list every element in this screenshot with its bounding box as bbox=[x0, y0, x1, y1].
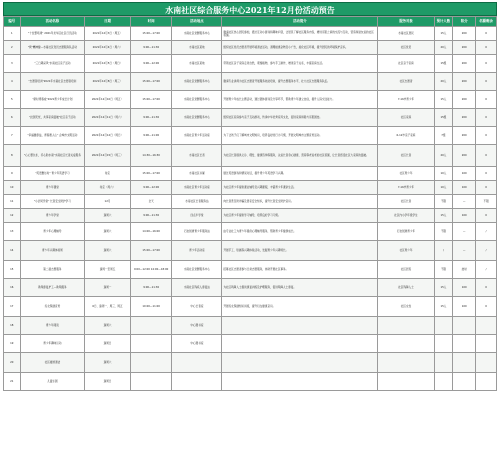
cell-name: "心心整乐乐，乔心助水南"水南社区长者关爱服务 bbox=[20, 145, 84, 167]
table-row bbox=[4, 335, 497, 353]
cell-target bbox=[378, 373, 434, 391]
cell-name: "十位整场速" 2021年龙华区社区行员活动 bbox=[20, 27, 84, 41]
cell-date: 待定 bbox=[85, 167, 131, 181]
cell-target bbox=[378, 353, 434, 373]
cell-people bbox=[434, 335, 453, 353]
cell-date: 逢周日 bbox=[85, 373, 131, 391]
cell-left bbox=[476, 335, 497, 353]
col-target-header: 服务对象 bbox=[378, 17, 434, 27]
cell-name: "小会同学堂" 长者安全防护学习 bbox=[20, 195, 84, 209]
cell-left bbox=[476, 373, 497, 391]
cell-time bbox=[130, 373, 172, 391]
cell-left: 0 bbox=[476, 209, 497, 223]
table-row bbox=[4, 73, 497, 91]
cell-date: 逢周日 bbox=[85, 335, 131, 353]
table-row bbox=[4, 209, 497, 223]
cell-points: 按时 bbox=[453, 261, 476, 279]
cell-date: 逢周六 bbox=[85, 209, 131, 223]
cell-name: 青少年趣味运动 bbox=[20, 335, 84, 353]
table-row bbox=[4, 373, 497, 391]
cell-place: 青少年活动室 bbox=[172, 241, 222, 261]
cell-name: "缤"精神健—水南社区党员志愿服务队活动 bbox=[20, 41, 84, 55]
cell-place: 水南社区党群服务中心 bbox=[172, 27, 222, 41]
cell-no: 3 bbox=[4, 55, 21, 73]
cell-place: 水南社区党群服务中心 bbox=[172, 109, 222, 127]
table-row bbox=[4, 261, 497, 279]
cell-intro: 为社区青少年提供课业辅导及兴趣课程，丰富青少年课余生活。 bbox=[222, 181, 378, 195]
cell-no: 15 bbox=[4, 261, 21, 279]
cell-name: 儿童乐园 bbox=[20, 373, 84, 391]
cell-target bbox=[378, 335, 434, 353]
cell-left: 0 bbox=[476, 181, 497, 195]
cell-people: 15人 bbox=[434, 91, 453, 109]
cell-target: 社区青少年 bbox=[378, 167, 434, 181]
col-time-header: 时间 bbox=[130, 17, 172, 27]
col-name-header: 活动名称 bbox=[20, 17, 84, 27]
cell-intro: 组织社区家庭参与亲子互动游戏，传承中华优秀家风文化，促进家庭和睦与邻里团结。 bbox=[222, 109, 378, 127]
cell-left: 0 bbox=[476, 109, 497, 127]
cell-time: 全天 bbox=[130, 195, 172, 209]
cell-no: 18 bbox=[4, 317, 21, 335]
cell-left: 0 bbox=[476, 73, 497, 91]
cell-no: 8 bbox=[4, 145, 21, 167]
table-row bbox=[4, 241, 497, 261]
cell-target: 社区居民 bbox=[378, 261, 434, 279]
cell-left: 0 bbox=[476, 145, 497, 167]
cell-intro: 邀请专业讲师为社区志愿者开展服务技能培训，提升志愿服务水平，壮大社区志愿服务队伍。 bbox=[222, 73, 378, 91]
cell-intro: 组织社区党员志愿者开展环境清洁活动，清理楼道杂物及小广告，美化社区环境，提升居民的环境保护意识。 bbox=[222, 41, 378, 55]
table-row bbox=[4, 317, 497, 335]
cell-place: 水南社区书屋 bbox=[172, 167, 222, 181]
cell-target: 社区志愿者 bbox=[378, 73, 434, 91]
cell-points: 100 bbox=[453, 181, 476, 195]
table-row bbox=[4, 55, 497, 73]
col-intro-header: 活动简介 bbox=[222, 17, 378, 27]
cell-people: 15人 bbox=[434, 27, 453, 41]
table-row bbox=[4, 353, 497, 373]
cell-place: 石岩街道青少年服务站 bbox=[172, 223, 222, 241]
cell-target: 社区女性 bbox=[378, 297, 434, 317]
table-row bbox=[4, 279, 497, 297]
cell-target: 石岩街道青少年 bbox=[378, 223, 434, 241]
cell-name: 青少年心理辅导 bbox=[20, 223, 84, 241]
cell-no: 17 bbox=[4, 297, 21, 317]
table-row bbox=[4, 91, 497, 109]
cell-points: 100 bbox=[453, 297, 476, 317]
cell-date: 2021年12月8日（周三） bbox=[85, 73, 131, 91]
cell-points: 200 bbox=[453, 91, 476, 109]
cell-time bbox=[130, 335, 172, 353]
cell-time: 15:00—17:00 bbox=[130, 91, 172, 109]
cell-time: 9:00—11:30 bbox=[130, 279, 172, 297]
cell-date: 待定（周六） bbox=[85, 181, 131, 195]
cell-points bbox=[453, 335, 476, 353]
cell-date: 6日、逢周一、周三、周五 bbox=[85, 297, 131, 317]
cell-left: 0 bbox=[476, 167, 497, 181]
cell-name: "三日趣采风"水南社区亲子活动 bbox=[20, 55, 84, 73]
cell-place bbox=[172, 353, 222, 373]
cell-intro bbox=[222, 317, 378, 335]
cell-people: 20人 bbox=[434, 145, 453, 167]
cell-points: 200 bbox=[453, 41, 476, 55]
cell-target: 7-16岁青少年 bbox=[378, 91, 434, 109]
cell-no: 19 bbox=[4, 335, 21, 353]
cell-date: 2021年12月3日（周五） bbox=[85, 27, 131, 41]
table-row bbox=[4, 27, 497, 41]
header-row bbox=[4, 17, 497, 27]
table-row bbox=[4, 109, 497, 127]
cell-no: 13 bbox=[4, 223, 21, 241]
cell-no: 10 bbox=[4, 181, 21, 195]
col-people-header: 预计人数 bbox=[434, 17, 453, 27]
cell-date: 2021年12月5日（周日） bbox=[85, 55, 131, 73]
cell-left: 0 bbox=[476, 41, 497, 55]
cell-left: 不限 bbox=[476, 195, 497, 209]
cell-name: 社区楼道清洁 bbox=[20, 353, 84, 373]
cell-points: 100 bbox=[453, 209, 476, 223]
cell-people bbox=[434, 353, 453, 373]
cell-place: 水南社区某地 bbox=[172, 41, 222, 55]
cell-no: 11 bbox=[4, 195, 21, 209]
cell-name: 青少年阅读 bbox=[20, 317, 84, 335]
cell-date: 2021年12月10日（周五） bbox=[85, 91, 131, 109]
cell-intro bbox=[222, 353, 378, 373]
cell-place: 水南社区长者 bbox=[172, 145, 222, 167]
cell-no: 9 bbox=[4, 167, 21, 181]
cell-place: 中心长者室 bbox=[172, 297, 222, 317]
col-place-header: 活动地点 bbox=[172, 17, 222, 27]
cell-people: 7组 bbox=[434, 127, 453, 145]
cell-time: 9:00—12:00 bbox=[130, 55, 172, 73]
cell-people: 15组 bbox=[434, 55, 453, 73]
cell-intro: 向长者普及防诈骗及居家安全知识，提升长者安全防护意识。 bbox=[222, 195, 378, 209]
cell-date: 逢周六 bbox=[85, 353, 131, 373]
cell-time: 9:00—11:30 bbox=[130, 109, 172, 127]
cell-points bbox=[453, 373, 476, 391]
cell-date: 2021年12月12日（周日） bbox=[85, 127, 131, 145]
cell-target bbox=[378, 317, 434, 335]
cell-people: 不限 bbox=[434, 223, 453, 241]
table-row bbox=[4, 181, 497, 195]
table-row bbox=[4, 195, 497, 209]
cell-time: 9:00—11:30 bbox=[130, 41, 172, 55]
cell-left: / bbox=[476, 241, 497, 261]
cell-time: 15:00—17:00 bbox=[130, 73, 172, 91]
cell-time: 15:00—17:00 bbox=[130, 241, 172, 261]
cell-left: 0 bbox=[476, 127, 497, 145]
cell-date: 2021年12月15日（周三） bbox=[85, 145, 131, 167]
cell-time: 14:00—16:00 bbox=[130, 223, 172, 241]
cell-target: 社区亲子家庭 bbox=[378, 55, 434, 73]
cell-people: 15人 bbox=[434, 209, 453, 223]
cell-time: 9:00—11:30 bbox=[130, 209, 172, 223]
cell-no: 1 bbox=[4, 27, 21, 41]
cell-people: 不限 bbox=[434, 261, 453, 279]
page-title: 水南社区综合服务中心2021年12月份活动预告 bbox=[3, 2, 497, 16]
cell-people: / bbox=[434, 241, 453, 261]
cell-intro: 开展青少年成长主题活动，通过团体游戏及分享环节，帮助青少年建立自信，提升人际交往能力。 bbox=[222, 91, 378, 109]
cell-left: / bbox=[476, 223, 497, 241]
cell-target: 社区长者 bbox=[378, 145, 434, 167]
cell-date: 2021年12月4日（周六） bbox=[85, 41, 131, 55]
cell-name: "志愿者培训"2021年水南社区志愿者培训 bbox=[20, 73, 84, 91]
cell-intro bbox=[222, 335, 378, 353]
cell-people: 20人 bbox=[434, 41, 453, 55]
cell-points: 200 bbox=[453, 55, 476, 73]
cell-points: — bbox=[453, 223, 476, 241]
cell-people bbox=[434, 317, 453, 335]
cell-people: 不限 bbox=[434, 195, 453, 209]
cell-no: 6 bbox=[4, 109, 21, 127]
cell-place: 水南社区党群服务中心 bbox=[172, 261, 222, 279]
col-left-header: 名额剩余 bbox=[476, 17, 497, 27]
cell-intro: 招募社区志愿者参与日常志愿服务，协助开展社区事务。 bbox=[222, 261, 378, 279]
cell-intro: 为社区长者提供义诊、理发、健康咨询等服务，关爱长者身心健康，营造尊老爱老的社区氛围，让长者感受社区大家庭的温暖。 bbox=[222, 145, 378, 167]
cell-no: 4 bbox=[4, 73, 21, 91]
cell-time bbox=[130, 353, 172, 373]
cell-target: 社区党员 bbox=[378, 41, 434, 55]
cell-intro: 由专业社工为青少年提供心理辅导服务，帮助青少年健康成长。 bbox=[222, 223, 378, 241]
cell-time: 15:00—17:00 bbox=[130, 27, 172, 41]
cell-time: 9:00—11:00 bbox=[130, 127, 172, 145]
cell-name: 青少年课堂 bbox=[20, 181, 84, 195]
table-row bbox=[4, 297, 497, 317]
cell-no: 5 bbox=[4, 91, 21, 109]
cell-target: 7-16岁青少年 bbox=[378, 181, 434, 195]
cell-place: 中心图书室 bbox=[172, 335, 222, 353]
cell-people: 10人 bbox=[434, 167, 453, 181]
cell-date: 逢周六 bbox=[85, 241, 131, 261]
cell-name: "新时青春成"2021青少年成长计划 bbox=[20, 91, 84, 109]
cell-no: 2 bbox=[4, 41, 21, 55]
cell-left: 0 bbox=[476, 279, 497, 297]
col-date-header: 日期 bbox=[85, 17, 131, 27]
cell-date: 2021年12月11日（周六） bbox=[85, 109, 131, 127]
cell-name: 青少年学堂 bbox=[20, 209, 84, 223]
table-row bbox=[4, 127, 497, 145]
cell-place: 水南社区青少年活动室 bbox=[172, 181, 222, 195]
cell-date: 逢周一至周五 bbox=[85, 261, 131, 279]
cell-name: "拉国无忧，共享家庭温暖"社区亲子活动 bbox=[20, 109, 84, 127]
cell-intro: 为社区残障人士提供康复训练及护理服务，促进残障人士康复。 bbox=[222, 279, 378, 297]
cell-time: 10:00—11:00 bbox=[130, 297, 172, 317]
cell-points: 200 bbox=[453, 73, 476, 91]
cell-place: 水南社区某地 bbox=[172, 55, 222, 73]
cell-intro: 开展妇女保健知识讲座，提升妇女健康意识。 bbox=[222, 297, 378, 317]
cell-people: 20人 bbox=[434, 73, 453, 91]
cell-target: 社区家庭 bbox=[378, 109, 434, 127]
cell-name: "幸福健康益，青春惠人心" 企城市文明活动 bbox=[20, 127, 84, 145]
cell-intro: 通过英语游戏和情景对话，提升青少年英语学习兴趣。 bbox=[222, 167, 378, 181]
cell-date: 12月 bbox=[85, 195, 131, 209]
cell-intro bbox=[222, 373, 378, 391]
cell-left: 0 bbox=[476, 55, 497, 73]
cell-place: 水南社区残疾人康复站 bbox=[172, 279, 222, 297]
cell-place: 水南社区长者服务站 bbox=[172, 195, 222, 209]
table-row bbox=[4, 167, 497, 181]
table-row bbox=[4, 41, 497, 55]
cell-time: 9:00—12:00 14:00—18:00 bbox=[130, 261, 172, 279]
cell-place bbox=[172, 373, 222, 391]
cell-intro: 为了让孩子们了解城市文明知识，培养良好的行为习惯，开展文明城市主题宣传活动。 bbox=[222, 127, 378, 145]
cell-intro: 开展手工、绘画等兴趣体验活动，发掘青少年兴趣特长。 bbox=[222, 241, 378, 261]
cell-target: 社区青少年 bbox=[378, 241, 434, 261]
col-no-header: 编号 bbox=[4, 17, 21, 27]
cell-people bbox=[434, 373, 453, 391]
cell-intro: 带领社区亲子家庭走进自然，观察植物，参与手工制作，增进亲子关系，丰富家庭生活。 bbox=[222, 55, 378, 73]
cell-people: 15人 bbox=[434, 297, 453, 317]
cell-date: 逢周一 bbox=[85, 279, 131, 297]
cell-intro: 邀请社区热心居民参加，通过互动小游戏和趣味问答，让居民了解社区服务内容，增进邻里之间的交流与互动，营造和谐友爱的社区氛围。 bbox=[222, 27, 378, 41]
cell-left: 0 bbox=[476, 297, 497, 317]
activity-schedule-table bbox=[3, 16, 497, 391]
cell-time bbox=[130, 317, 172, 335]
cell-name: "英语聚乐时" 青少年英语学习 bbox=[20, 167, 84, 181]
table-row bbox=[4, 223, 497, 241]
cell-date: 逢周六 bbox=[85, 223, 131, 241]
cell-no: 7 bbox=[4, 127, 21, 145]
cell-target: 社区残障人士 bbox=[378, 279, 434, 297]
cell-name: 助残康复护工—助残服务 bbox=[20, 279, 84, 297]
cell-points: 200 bbox=[453, 109, 476, 127]
col-points-header: 积分 bbox=[453, 17, 476, 27]
cell-no: 21 bbox=[4, 373, 21, 391]
cell-target: 6-12岁亲子家庭 bbox=[378, 127, 434, 145]
cell-no: 16 bbox=[4, 279, 21, 297]
cell-time: 9:00—12:00 bbox=[130, 181, 172, 195]
cell-left: / bbox=[476, 261, 497, 279]
cell-left: 0 bbox=[476, 91, 497, 109]
cell-place: 水南社区党群服务中心 bbox=[172, 91, 222, 109]
cell-left bbox=[476, 317, 497, 335]
cell-points: 100 bbox=[453, 279, 476, 297]
cell-points bbox=[453, 353, 476, 373]
cell-points: 200 bbox=[453, 27, 476, 41]
cell-name: 妇女保健宣传 bbox=[20, 297, 84, 317]
table-row bbox=[4, 145, 497, 167]
cell-place: 中心图书室 bbox=[172, 317, 222, 335]
cell-people: 15人 bbox=[434, 279, 453, 297]
cell-place: 水南社区青少年活动室 bbox=[172, 127, 222, 145]
cell-name: 第二届志愿服务 bbox=[20, 261, 84, 279]
cell-target: 水南社区居民 bbox=[378, 27, 434, 41]
cell-intro: 为社区青少年提供学习辅导，培养良好学习习惯。 bbox=[222, 209, 378, 223]
cell-target: 社区内小学年级学生 bbox=[378, 209, 434, 223]
cell-place: 水南社区党群服务中心 bbox=[172, 73, 222, 91]
cell-points: 200 bbox=[453, 127, 476, 145]
cell-time: 14:30—16:30 bbox=[130, 145, 172, 167]
cell-left bbox=[476, 353, 497, 373]
cell-people: 10人 bbox=[434, 181, 453, 195]
cell-date: 逢周六 bbox=[85, 317, 131, 335]
cell-no: 14 bbox=[4, 241, 21, 261]
cell-points bbox=[453, 317, 476, 335]
cell-no: 20 bbox=[4, 353, 21, 373]
cell-points: — bbox=[453, 241, 476, 261]
cell-people: 15组 bbox=[434, 109, 453, 127]
cell-target: 社区长者 bbox=[378, 195, 434, 209]
cell-name: 青少年兴趣体验周 bbox=[20, 241, 84, 261]
cell-points: 100 bbox=[453, 167, 476, 181]
cell-left: 0 bbox=[476, 27, 497, 41]
cell-place: 四点半学堂 bbox=[172, 209, 222, 223]
cell-points: 200 bbox=[453, 145, 476, 167]
cell-points: — bbox=[453, 195, 476, 209]
cell-no: 12 bbox=[4, 209, 21, 223]
cell-time: 15:00—17:00 bbox=[130, 167, 172, 181]
